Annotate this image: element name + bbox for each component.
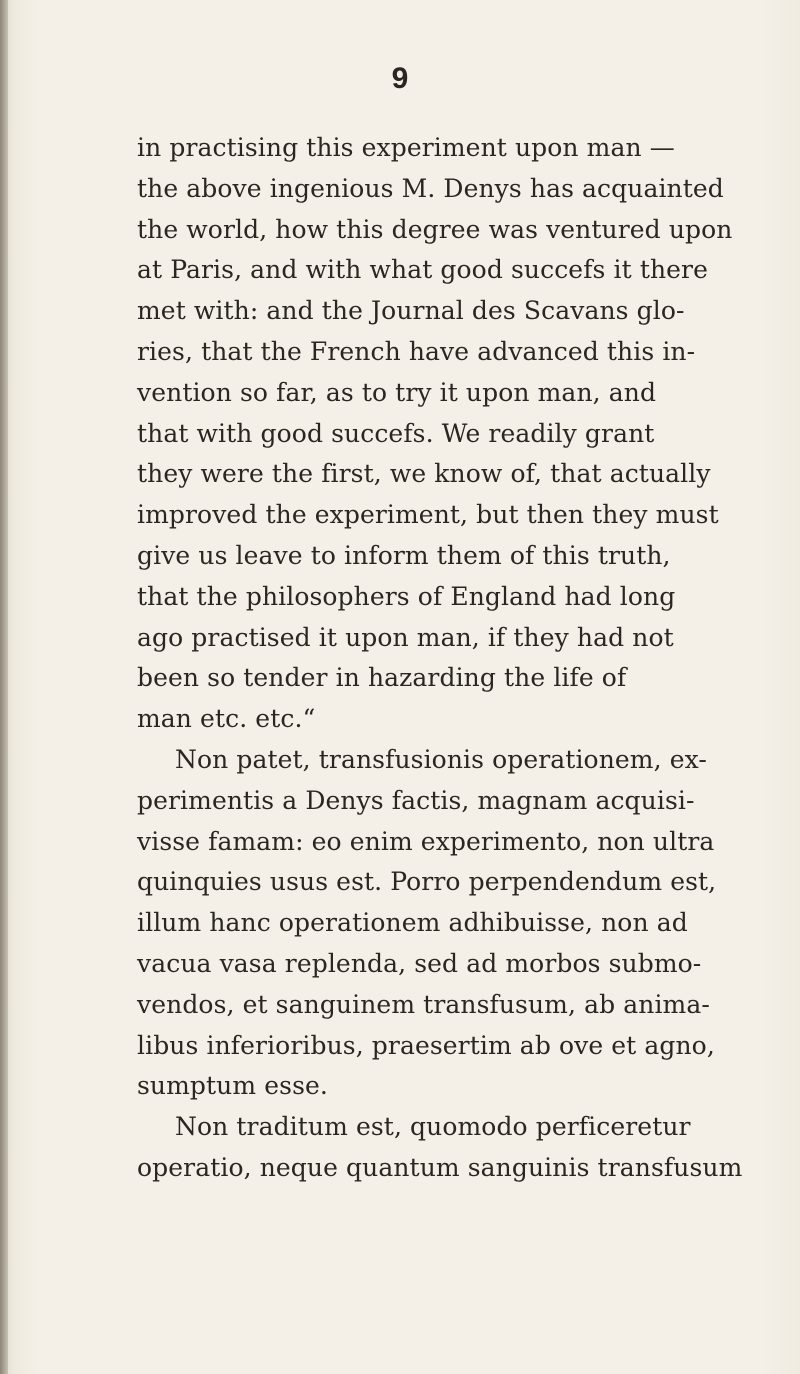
text-line: the world, how this degree was ventured upon (137, 214, 733, 244)
page-gutter-shadow (0, 0, 8, 1374)
text-line: give us leave to inform them of this truth, (137, 540, 671, 570)
text-line: they were the first, we know of, that actually (137, 459, 711, 489)
text-line: operatio, neque quantum sanguinis transfusum (137, 1152, 743, 1182)
text-line: vention so far, as to try it upon man, and (137, 377, 657, 407)
text-line: sumptum esse. (137, 1071, 328, 1101)
text-line: in practising this experiment upon man — (137, 133, 675, 162)
text-line: man etc. etc.“ (137, 704, 316, 734)
text-line: that with good succefs. We readily grant (137, 418, 655, 448)
text-line: vendos, et sanguinem transfusum, ab anima- (137, 989, 710, 1019)
text-line: quinquies usus est. Porro perpendendum est, (137, 867, 717, 897)
text-line: visse famam: eo enim experimento, non ultra (137, 826, 715, 856)
text-line: vacua vasa replenda, sed ad morbos submo- (137, 948, 702, 978)
text-line: that the philosophers of England had long (137, 581, 676, 611)
text-line: perimentis a Denys factis, magnam acquisi- (137, 785, 695, 815)
text-line: illum hanc operationem adhibuisse, non ad (137, 908, 688, 938)
page-number: 9 (391, 62, 409, 95)
text-line: ago practised it upon man, if they had not (137, 622, 674, 652)
text-line: ries, that the French have advanced this in- (137, 336, 696, 366)
paragraph-start-line: Non traditum est, quomodo perficeretur (175, 1112, 691, 1142)
text-line: libus inferioribus, praesertim ab ove et agno, (137, 1030, 715, 1060)
text-line: met with: and the Journal des Scavans glo- (137, 296, 685, 326)
body-text (137, 128, 743, 1189)
text-line: at Paris, and with what good succefs it there (137, 255, 709, 285)
paragraph-start-line: Non patet, transfusionis operationem, ex- (175, 744, 707, 774)
text-line: been so tender in hazarding the life of (137, 663, 627, 693)
text-line: the above ingenious M. Denys has acquainted (137, 173, 724, 203)
text-line: improved the experiment, but then they must (137, 500, 719, 530)
